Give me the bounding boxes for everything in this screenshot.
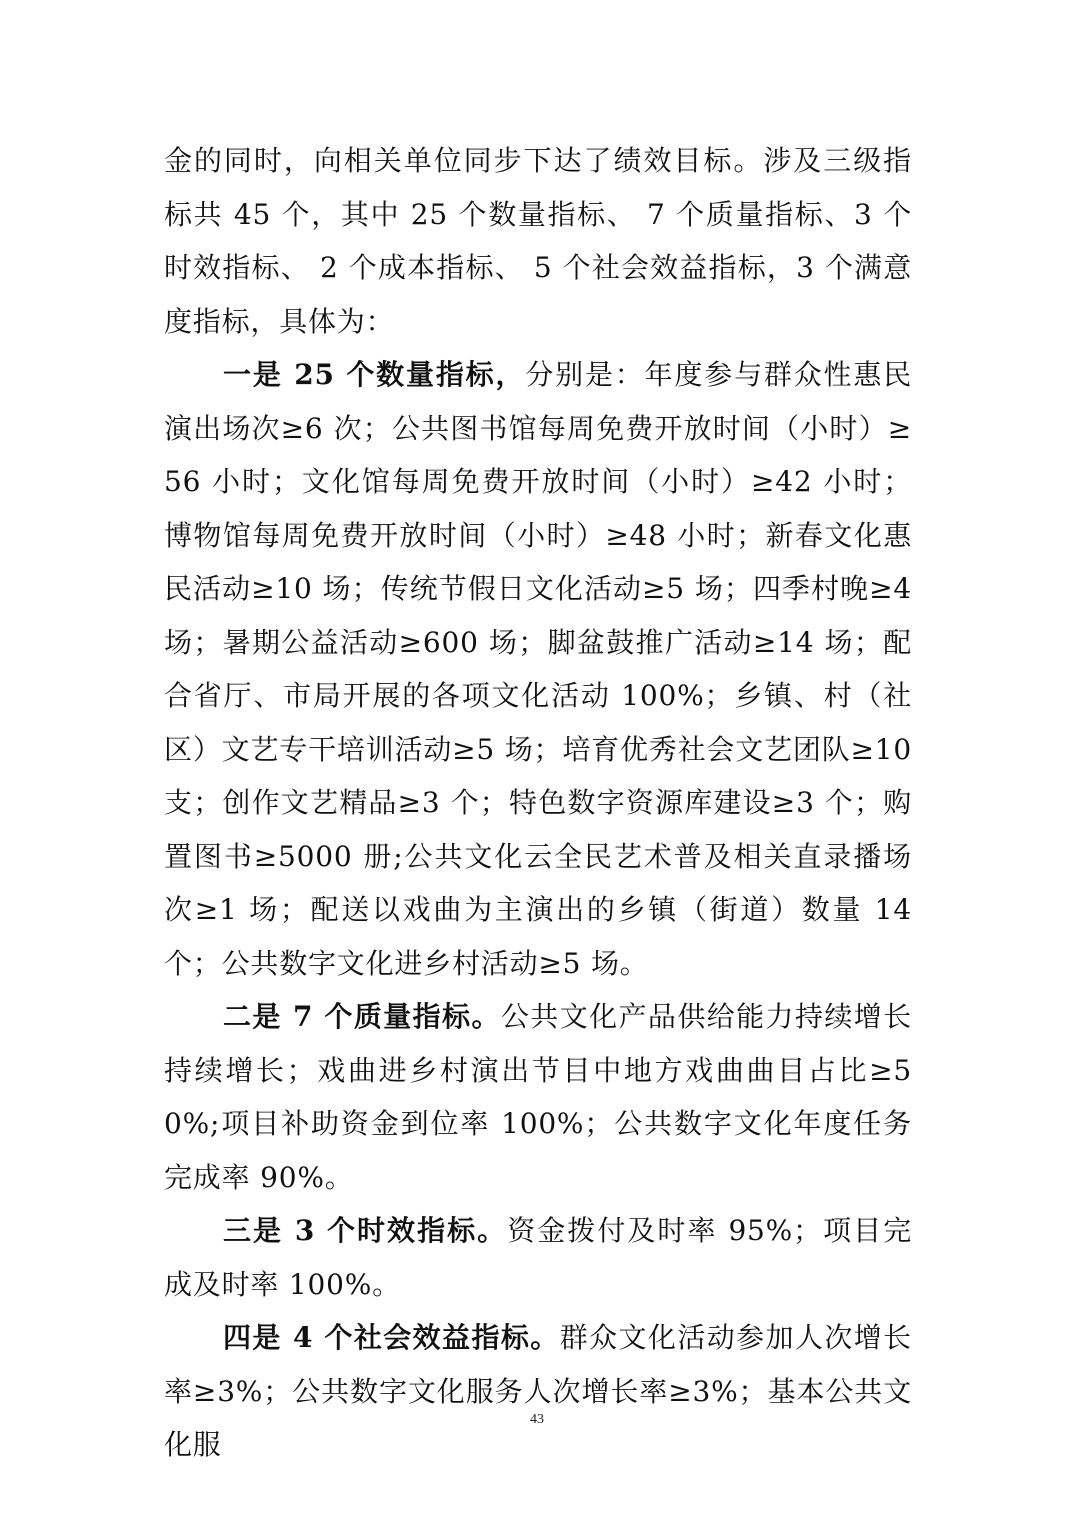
paragraph-quantity-lead: 一是 25 个数量指标， xyxy=(223,358,526,391)
paragraph-timeliness-lead: 三是 3 个时效指标。 xyxy=(223,1214,508,1247)
paragraph-quality-lead: 二是 7 个质量指标。 xyxy=(223,1000,501,1033)
paragraph-social-benefit-indicators xyxy=(164,1311,912,1472)
paragraph-social-benefit-lead: 四是 4 个社会效益指标。 xyxy=(223,1321,560,1354)
paragraph-quality-indicators xyxy=(164,990,912,1204)
paragraph-intro xyxy=(164,134,912,348)
paragraph-intro-text: 金的同时，向相关单位同步下达了绩效目标。涉及三级指标共 45 个，其中 25 个数量指标、 7 个质量指标、3 个时效指标、 2 个成本指标、 5 个社会效益指标，3 个满意度指标，具体为： xyxy=(164,144,912,338)
paragraph-timeliness-indicators xyxy=(164,1204,912,1311)
page-number: 43 xyxy=(530,1412,544,1427)
paragraph-quality-text: 公共文化产品供给能力持续增长持续增长；戏曲进乡村演出节目中地方戏曲曲目占比≥50%;项目补助资金到位率 100%；公共数字文化年度任务完成率 90%。 xyxy=(164,1000,912,1194)
paragraph-quantity-indicators xyxy=(164,348,912,990)
paragraph-timeliness-text: 资金拨付及时率 95%；项目完成及时率 100%。 xyxy=(164,1214,912,1301)
document-body xyxy=(164,134,912,1472)
paragraph-quantity-text: 分别是：年度参与群众性惠民演出场次≥6 次；公共图书馆每周免费开放时间（小时）≥56 小时；文化馆每周免费开放时间（小时）≥42 小时；博物馆每周免费开放时间（小时）≥48 小时；新春文化惠民活动≥10 场；传统节假日文化活动≥5 场；四季村晚≥4 场；暑期公益活动≥600 场；脚盆鼓推广活动≥14 场；配合省厅、市局开展的各项文化活动 100%；乡镇、村（社区）文艺专干培训活动≥5 场；培育优秀社会文艺团队≥10 支；创作文艺精品≥3 个；特色数字资源库建设≥3 个；购置图书≥5000 册;公共文化云全民艺术普及相关直录播场次≥1 场；配送以戏曲为主演出的乡镇（街道）数量 14 个；公共数字文化进乡村活动≥5 场。 xyxy=(164,358,913,980)
paragraph-social-benefit-text: 群众文化活动参加人次增长率≥3%；公共数字文化服务人次增长率≥3%；基本公共文化服 xyxy=(164,1321,912,1461)
